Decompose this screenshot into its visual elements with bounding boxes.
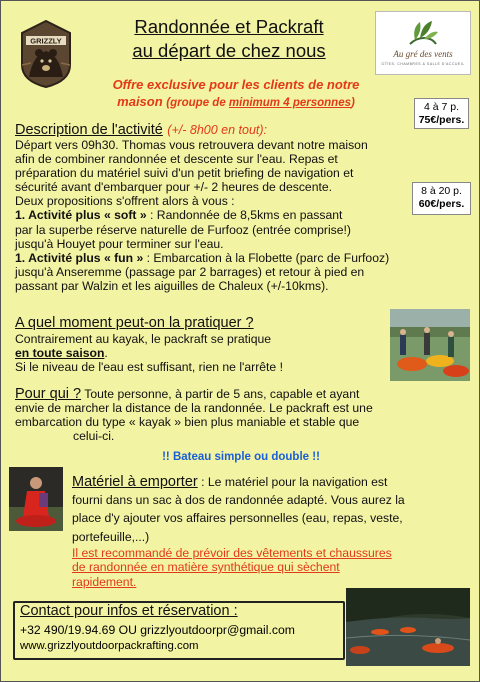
description-line: passant par Walzin et les aiguilles de Chaleux (+/-10kms). [15,278,329,293]
description-duration: (+/- 8h00 en tout): [167,123,268,137]
who-line: Pour qui ? Toute personne, à partir de 5 ans, capable et ayant [15,386,360,402]
offer-maison: maison [117,94,163,109]
when-body [15,332,375,374]
recommendation [72,546,472,589]
description-line: jusqu'à Anseremme (passage par 2 barrages) et retour à pied en [15,264,365,279]
recommendation-line: de randonnée en matière synthétique qui sèchent [72,560,340,575]
when-line: en toute saison. [15,346,108,361]
equipment-line: fourni dans un sac à dos de randonnée adapté. Vous aurez la [72,493,405,508]
river-packraft-photo [346,588,470,666]
equipment-heading: Matériel à emporter [72,474,198,490]
price-box-small-group [414,98,469,129]
brand-tagline: GÎTES, CHAMBRES & SALLE D'ACCUEIL [381,62,465,66]
description-line: sécurité avant d'embarquer pour +/- 2 heures de descente. [15,180,333,195]
boat-note: !! Bateau simple ou double !! [162,451,320,463]
au-gre-des-vents-logo [375,11,471,75]
title-line-1: Randonnée et Packraft [134,16,324,37]
equipment-line: portefeuille,...) [72,529,150,544]
offer-line-1: Offre exclusive pour les clients de notre [112,77,360,92]
offer-line-2 [61,94,411,109]
description-line: Départ vers 09h30. Thomas vous retrouvera devant notre maison [15,138,368,152]
person-packraft-photo [9,467,63,531]
who-line: embarcation du type « kayak » bien plus maniable et stable que [15,415,360,430]
description-line: par la superbe réserve naturelle de Furfooz (entrée comprise!) [15,222,351,237]
contact-heading: Contact pour infos et réservation : [20,603,238,619]
price-box-large-group [412,182,471,215]
price-amount: 60€/pers. [418,198,465,210]
description-body [15,138,415,293]
option-soft: 1. Activité plus « soft » : Randonnée de 8,5kms en passant [15,208,343,223]
price-people: 4 à 7 p. [423,101,460,113]
option-soft-label: 1. Activité plus « soft » [15,208,151,223]
price-amount: 75€/pers. [418,114,465,126]
contact-phone-email[interactable]: +32 490/19.94.69 OU grizzlyoutdoorpr@gmail.com [20,623,295,637]
equipment-line: Matériel à emporter : Le matériel pour la navigation est [72,474,388,490]
description-line: jusqu'à Houyet pour terminer sur l'eau. [15,236,224,251]
offer-minimum: minimum 4 personnes [228,97,351,109]
title-line-2: au départ de chez nous [132,40,326,61]
description-line: afin de combiner randonnée et descente sur l'eau. Repas et [15,152,338,167]
when-line: Contrairement au kayak, le packraft se pratique [15,332,272,346]
recommendation-line: rapidement. [72,574,137,589]
offer-group-note: (groupe de minimum 4 personnes) [166,97,355,109]
description-line: préparation du matériel suivi d'un petit briefing de navigation et [15,166,354,181]
leaf-emblem-icon [406,18,440,48]
who-line: celui-ci. [73,429,115,444]
who-body [15,387,463,443]
equipment-line: place d'y ajouter vos affaires personnelles (eau, repas, veste, [72,511,403,526]
recommendation-line: Il est recommandé de prévoir des vêtements et chaussures [72,546,392,560]
option-fun-label: 1. Activité plus « fun » [15,250,147,265]
who-line: envie de marcher la distance de la randonnée. Le packraft est une [15,401,373,416]
equipment-body [72,473,472,546]
contact-website[interactable]: www.grizzlyoutdoorpackrafting.com [20,640,199,652]
description-heading [15,121,267,139]
when-line: Si le niveau de l'eau est suffisant, rien ne l'arrête ! [15,360,283,375]
description-title: Description de l'activité [15,122,163,138]
brand-name: Au gré des vents [393,49,453,59]
who-heading: Pour qui ? [15,386,82,402]
description-line: Deux propositions s'offrent alors à vous : [15,194,235,209]
when-heading: A quel moment peut-on la pratiquer ? [15,315,254,331]
option-fun: 1. Activité plus « fun » : Embarcation à la Flobette (parc de Furfooz) [15,250,390,265]
logo-wordmark: GRIZZLY [30,36,62,46]
packraft-group-photo [390,309,470,381]
price-people: 8 à 20 p. [421,185,462,197]
when-all-seasons: en toute saison [15,346,105,361]
